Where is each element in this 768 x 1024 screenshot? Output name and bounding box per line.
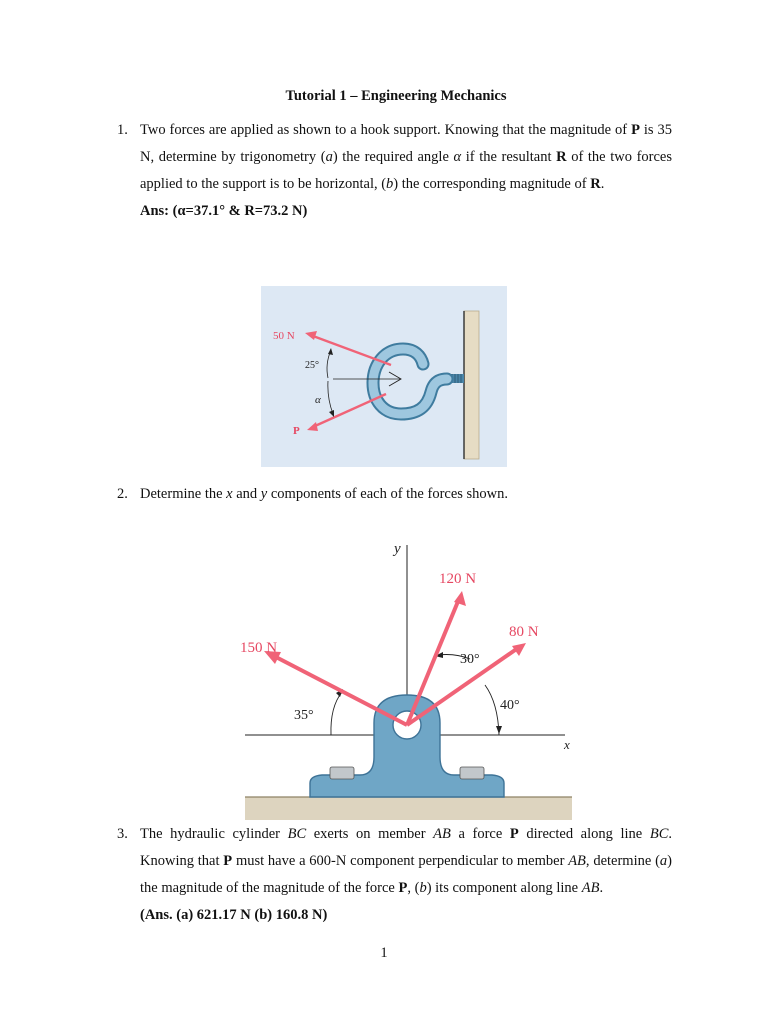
symbol-P: P: [509, 826, 519, 842]
text-run: Determine the: [140, 486, 227, 502]
wall: [464, 311, 479, 459]
text-run: ) the corresponding magnitude of: [393, 176, 591, 192]
text-run: directed along line: [518, 826, 650, 842]
hook-support-figure: [261, 286, 507, 467]
text-run: is 35 N, determine by trigonometry (: [140, 122, 673, 165]
angle-label-25: 25°: [305, 360, 319, 371]
angle-label-alpha: α: [315, 394, 321, 406]
answer: Ans: (α=37.1° & R=73.2 N): [140, 203, 308, 219]
symbol-BC: BC: [649, 826, 669, 842]
symbol-AB: AB: [433, 826, 451, 842]
text-run: ) its component along line: [426, 880, 582, 896]
question-number: 3.: [117, 826, 128, 842]
question-number: 1.: [117, 122, 128, 138]
text-run: ) the magnitude of the magnitude of the force: [140, 853, 673, 896]
force-label-150n: 150 N: [240, 640, 278, 656]
bracket: [310, 695, 504, 797]
text-run: . Knowing that: [140, 826, 672, 869]
answer: (Ans. (a) 621.17 N (b) 160.8 N): [140, 907, 328, 923]
bracket-forces-figure: [230, 535, 590, 820]
symbol-P: P: [398, 880, 408, 896]
part-b: b: [386, 176, 394, 192]
symbol-R: R: [556, 149, 567, 165]
symbol-alpha: α: [453, 149, 462, 165]
symbol-BC: BC: [287, 826, 307, 842]
text-run: of the two forces applied to the support is to be horizontal, (: [140, 149, 672, 192]
text-run: ) the required angle: [332, 149, 454, 165]
x-axis-label: x: [564, 737, 570, 752]
symbol-R: R: [590, 176, 601, 192]
force-label-120n: 120 N: [439, 571, 477, 587]
angle-label-30: 30°: [460, 652, 480, 667]
force-label-p: P: [293, 425, 300, 437]
text-run: a force: [450, 826, 510, 842]
part-a: a: [659, 853, 668, 869]
text-run: must have a 600-N component perpendicular to member: [232, 853, 569, 869]
y-axis-label: y: [394, 541, 401, 557]
symbol-AB: AB: [568, 853, 586, 869]
angle-label-40: 40°: [500, 698, 520, 713]
symbol-P: P: [223, 853, 233, 869]
symbol-P: P: [631, 122, 640, 138]
bolt-left-icon: [330, 767, 354, 779]
part-b: b: [419, 880, 427, 896]
angle-label-35: 35°: [294, 708, 314, 723]
symbol-AB: AB: [581, 880, 600, 896]
bolt-right-icon: [460, 767, 484, 779]
ground: [245, 797, 572, 820]
force-label-50n: 50 N: [273, 330, 295, 342]
page-number: 1: [380, 945, 388, 961]
question-text: [140, 481, 672, 508]
angle-arc-35: [331, 692, 342, 735]
text-run: .: [600, 176, 605, 192]
force-150n-arrow: [272, 655, 407, 725]
text-run: .: [599, 880, 604, 896]
page-title: Tutorial 1 – Engineering Mechanics: [285, 88, 507, 104]
question-number: 2.: [117, 486, 128, 502]
text-run: , (: [407, 880, 420, 896]
text-run: and: [232, 486, 261, 502]
force-label-80n: 80 N: [509, 624, 539, 640]
text-run: The hydraulic cylinder: [140, 826, 288, 842]
part-a: a: [325, 149, 333, 165]
text-run: , determine (: [585, 853, 660, 869]
symbol-y: y: [260, 486, 268, 502]
text-run: Two forces are applied as shown to a hook support. Knowing that the magnitude of: [140, 122, 632, 138]
text-run: if the resultant: [461, 149, 557, 165]
question-text: [140, 117, 672, 225]
text-run: components of each of the forces shown.: [267, 486, 509, 502]
symbol-x: x: [226, 486, 233, 502]
question-text: [140, 821, 672, 929]
text-run: exerts on member: [306, 826, 434, 842]
arc-tick-icon: [496, 726, 502, 734]
